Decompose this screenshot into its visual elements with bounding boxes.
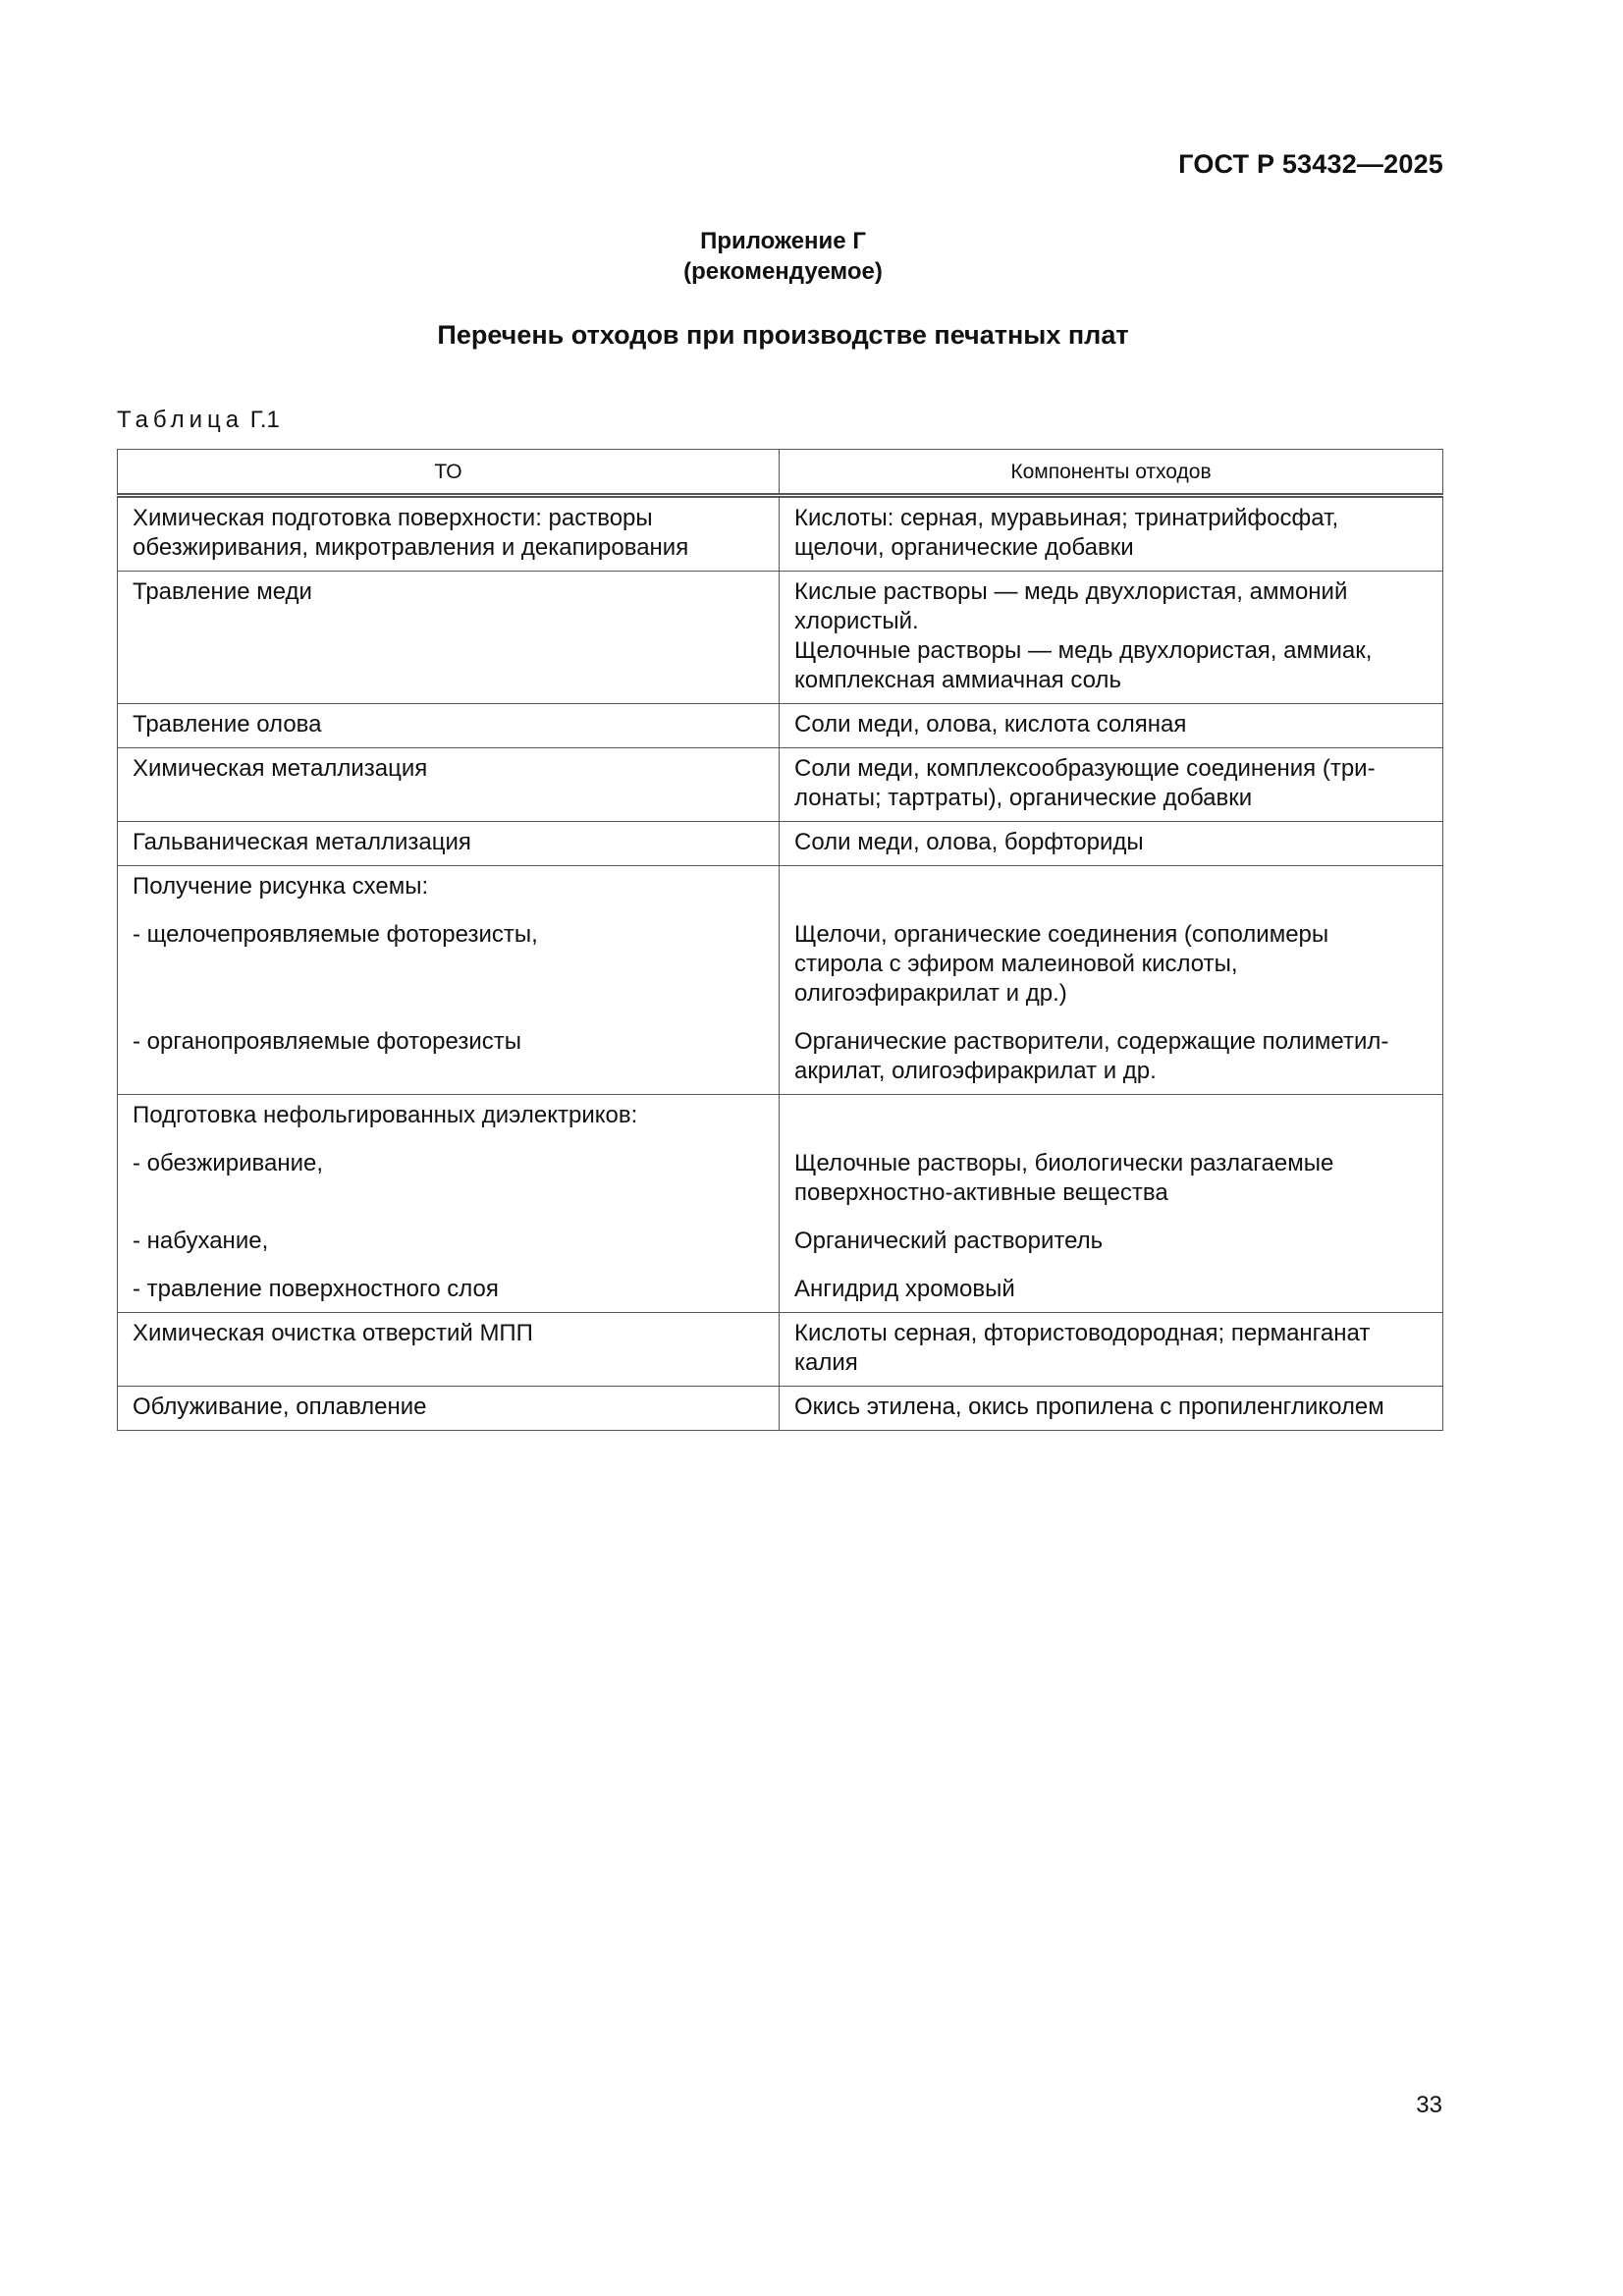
table-row <box>118 822 1443 866</box>
cell-line: обезжиривания, микротравления и декапирования <box>133 534 689 561</box>
sub-item: - обезжиривание, <box>133 1150 324 1176</box>
group-heading: Получение рисунка схемы: <box>133 873 429 900</box>
cell-line: Ангидрид хромовый <box>794 1276 1015 1302</box>
process-cell <box>118 572 780 704</box>
cell-line: акрилат, олигоэфиракрилат и др. <box>794 1058 1157 1084</box>
process-cell <box>118 704 780 748</box>
components-cell <box>780 866 1443 1095</box>
cell-line: Химическая металлизация <box>133 755 428 782</box>
cell-line: Щелочи, органические соединения (сополимеры <box>794 921 1329 948</box>
cell-line: хлористый. <box>794 608 919 634</box>
cell-line: поверхностно-активные вещества <box>794 1179 1168 1206</box>
table-label-word: Таблица <box>117 407 244 433</box>
cell-line: Химическая подготовка поверхности: растворы <box>133 505 653 531</box>
cell-line: Кислые растворы — медь двухлористая, аммоний <box>794 578 1348 605</box>
table-row <box>118 572 1443 704</box>
group-heading: Подготовка нефольгированных диэлектриков: <box>133 1102 638 1128</box>
table-row <box>118 496 1443 572</box>
table-row-pattern <box>118 866 1443 1095</box>
components-cell <box>780 1313 1443 1387</box>
cell-line: Гальваническая металлизация <box>133 829 471 855</box>
table-row-dielectric <box>118 1095 1443 1313</box>
cell-line: комплексная аммиачная соль <box>794 667 1121 693</box>
cell-line: калия <box>794 1349 858 1376</box>
cell-line: Химическая очистка отверстий МПП <box>133 1320 533 1346</box>
cell-line: Травление меди <box>133 578 312 605</box>
cell-line: щелочи, органические добавки <box>794 534 1134 561</box>
cell-line: Щелочные растворы — медь двухлористая, аммиак, <box>794 637 1373 664</box>
table-label <box>117 407 280 434</box>
list-title: Перечень отходов при производстве печатных плат <box>437 320 1129 350</box>
components-cell <box>780 1387 1443 1431</box>
cell-line: Кислоты серная, фтористоводородная; перманганат <box>794 1320 1371 1346</box>
components-cell <box>780 1095 1443 1313</box>
process-cell <box>118 1095 780 1313</box>
process-cell <box>118 1387 780 1431</box>
cell-line: Соли меди, комплексообразующие соединения (три- <box>794 755 1376 782</box>
sub-item: - набухание, <box>133 1228 269 1254</box>
cell-line: Соли меди, олова, кислота соляная <box>794 711 1187 738</box>
process-cell <box>118 748 780 822</box>
components-cell <box>780 496 1443 572</box>
table-row <box>118 1313 1443 1387</box>
process-cell <box>118 822 780 866</box>
waste-table <box>117 449 1443 1431</box>
components-cell <box>780 822 1443 866</box>
cell-line: олигоэфиракрилат и др.) <box>794 980 1067 1007</box>
cell-line: Щелочные растворы, биологически разлагаемые <box>794 1150 1334 1176</box>
process-cell <box>118 1313 780 1387</box>
cell-line: стирола с эфиром малеиновой кислоты, <box>794 951 1238 977</box>
header-process: ТО <box>118 450 780 496</box>
cell-line: лонаты; тартраты), органические добавки <box>794 785 1253 811</box>
cell-line: Органические растворители, содержащие полиметил- <box>794 1028 1389 1055</box>
cell-line: Органический растворитель <box>794 1228 1104 1254</box>
cell-line: Окись этилена, окись пропилена с пропиленгликолем <box>794 1394 1384 1420</box>
table-row <box>118 748 1443 822</box>
table-label-number: Г.1 <box>249 407 280 433</box>
table-header-row <box>118 450 1443 496</box>
sub-item: - травление поверхностного слоя <box>133 1276 499 1302</box>
page-number: 33 <box>1416 2092 1442 2118</box>
sub-item: - органопроявляемые фоторезисты <box>133 1028 521 1055</box>
table-row <box>118 1387 1443 1431</box>
appendix-status: (рекомендуемое) <box>683 258 883 285</box>
process-cell <box>118 866 780 1095</box>
cell-line: Кислоты: серная, муравьиная; тринатрийфосфат, <box>794 505 1339 531</box>
cell-line: Соли меди, олова, борфториды <box>794 829 1144 855</box>
header-components: Компоненты отходов <box>780 450 1443 496</box>
components-cell <box>780 572 1443 704</box>
sub-item: - щелочепроявляемые фоторезисты, <box>133 921 538 948</box>
components-cell <box>780 748 1443 822</box>
process-cell <box>118 496 780 572</box>
document-code: ГОСТ Р 53432—2025 <box>1178 149 1443 179</box>
table-row <box>118 704 1443 748</box>
appendix-title: Приложение Г <box>700 228 866 254</box>
cell-line: Облуживание, оплавление <box>133 1394 427 1420</box>
cell-line: Травление олова <box>133 711 322 738</box>
components-cell <box>780 704 1443 748</box>
